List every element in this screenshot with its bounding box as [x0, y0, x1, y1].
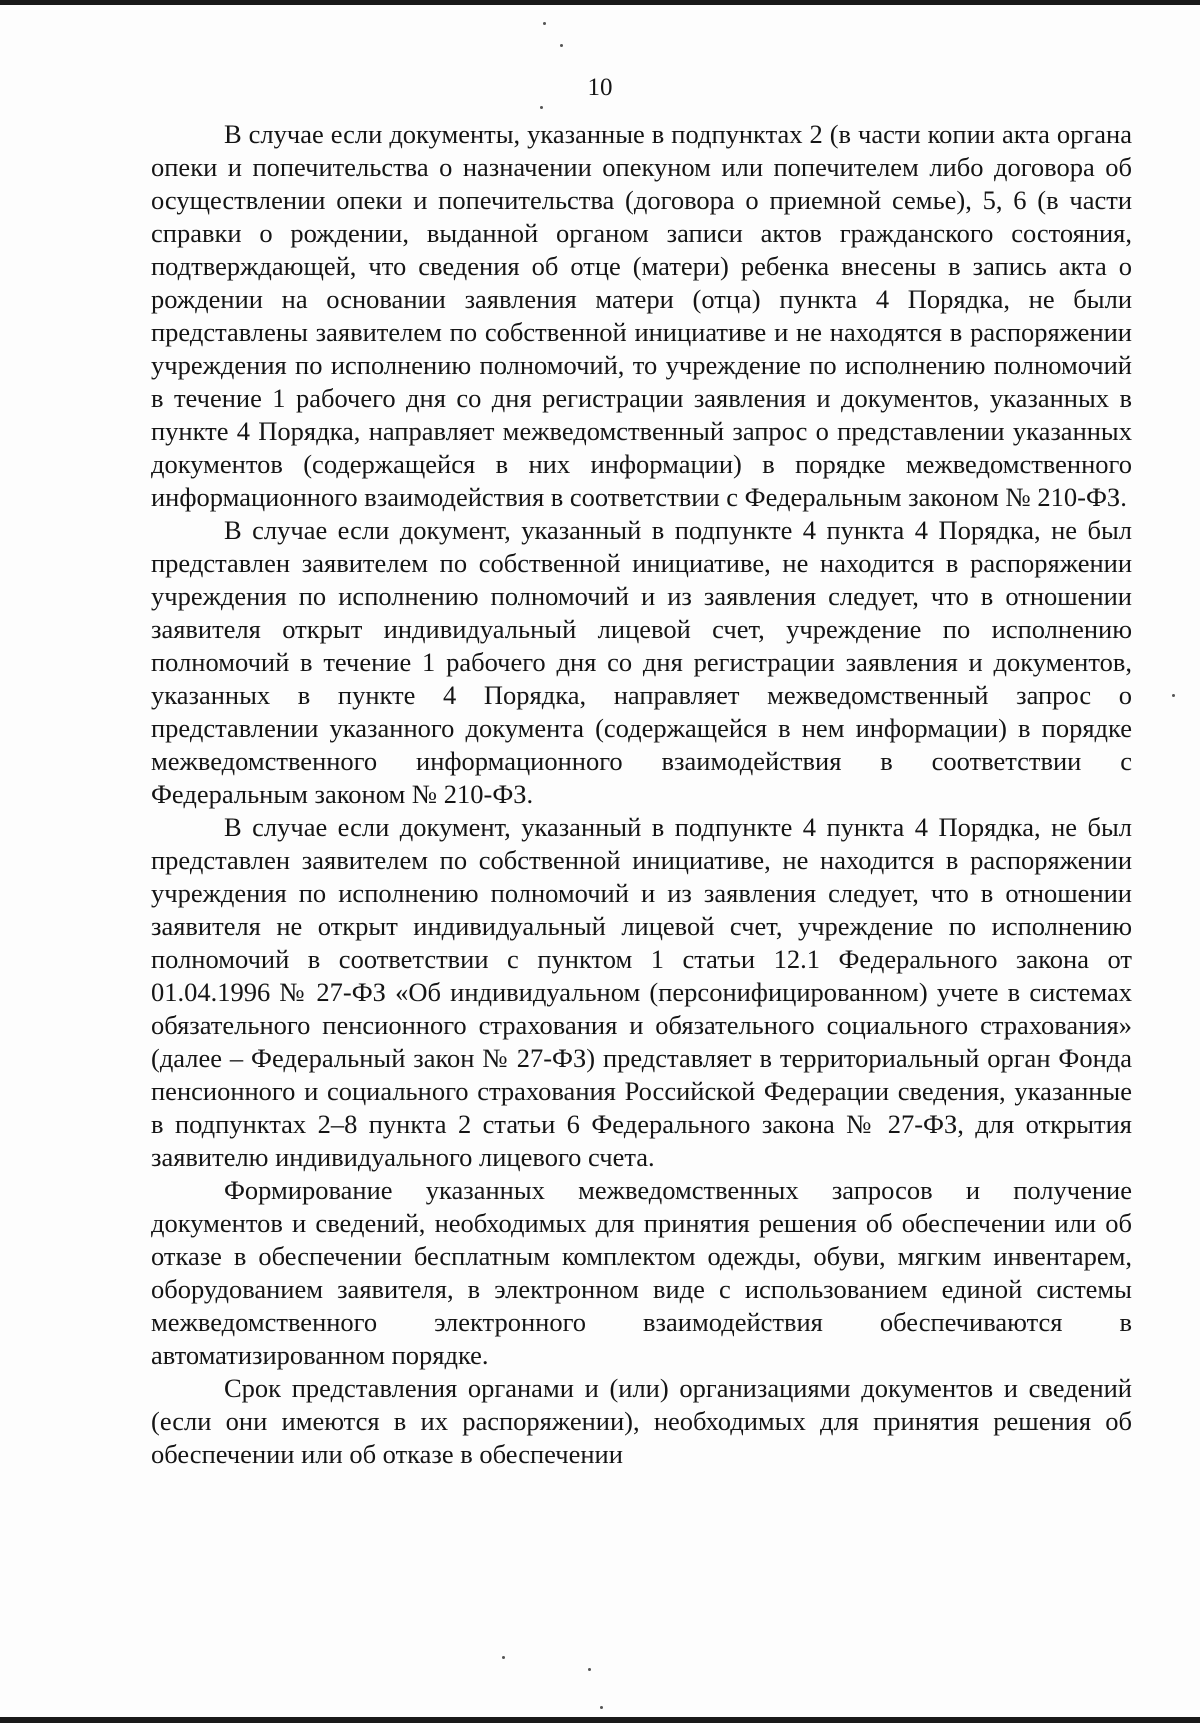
paragraph-automated-requests: Формирование указанных межведомственных запросов и получение документов и сведений, необходимых для принятия решения об обеспечении или об отказе в обеспечении бесплатным комплектом одежды, обуви, мягким инвентарем, оборудованием заявителя, в электронном виде с использованием единой системы межведомственного электронного взаимодействия обеспечиваются в автоматизированном порядке. [151, 1175, 1132, 1370]
scan-speck [588, 1668, 591, 1671]
scan-speck [540, 106, 543, 109]
scan-speck [560, 44, 563, 47]
scan-speck [502, 1656, 505, 1659]
scan-speck [600, 1706, 603, 1709]
paragraph-interagency-request-documents: В случае если документы, указанные в подпунктах 2 (в части копии акта органа опеки и попечительства о назначении опекуном или попечителем либо договора об осуществлении опеки и попечительства (договора о приемной семье), 5, 6 (в части справки о рождении, выданной органом записи актов гражданского состояния, подтверждающей, что сведения об отце (матери) ребенка внесены в запись акта о рождении на основании заявления матери (отца) пункта 4 Порядка, не были представлены заявителем по собственной инициативе и не находятся в распоряжении учреждения по исполнению полномочий, то учреждение по исполнению полномочий в течение 1 рабочего дня со дня регистрации заявления и документов, указанных в пункте 4 Порядка, направляет межведомственный запрос о представлении указанных документов (содержащейся в них информации) в порядке межведомственного информационного взаимодействия в соответствии с Федеральным законом № 210-ФЗ. [151, 119, 1132, 512]
paragraph-personal-account-open: В случае если документ, указанный в подпункте 4 пункта 4 Порядка, не был представлен заявителем по собственной инициативе, не находится в распоряжении учреждения по исполнению полномочий и из заявления следует, что в отношении заявителя открыт индивидуальный лицевой счет, учреждение по исполнению полномочий в течение 1 рабочего дня со дня регистрации заявления и документов, указанных в пункте 4 Порядка, направляет межведомственный запрос о представлении указанного документа (содержащейся в нем информации) в порядке межведомственного информационного взаимодействия в соответствии с Федеральным законом № 210-ФЗ. [151, 515, 1132, 809]
scan-speck [543, 22, 546, 25]
scan-top-edge [0, 0, 1200, 5]
scan-speck [1172, 694, 1175, 697]
paragraph-submission-deadline: Срок представления органами и (или) организациями документов и сведений (если они имеются в их распоряжении), необходимых для принятия решения об обеспечении или об отказе в обеспечении [151, 1373, 1132, 1469]
paragraph-personal-account-not-open: В случае если документ, указанный в подпункте 4 пункта 4 Порядка, не был представлен заявителем по собственной инициативе, не находится в распоряжении учреждения по исполнению полномочий и из заявления следует, что в отношении заявителя не открыт индивидуальный лицевой счет, учреждение по исполнению полномочий в соответствии с пунктом 1 статьи 12.1 Федерального закона от 01.04.1996 № 27-ФЗ «Об индивидуальном (персонифицированном) учете в системах обязательного пенсионного страхования и обязательного социального страхования» (далее – Федеральный закон № 27-ФЗ) представляет в территориальный орган Фонда пенсионного и социального страхования Российской Федерации сведения, указанные в подпунктах 2–8 пункта 2 статьи 6 Федерального закона № 27-ФЗ, для открытия заявителю индивидуального лицевого счета. [151, 812, 1132, 1172]
scan-bottom-edge [0, 1717, 1200, 1723]
document-body [151, 118, 1132, 1471]
page-number: 10 [587, 74, 613, 101]
